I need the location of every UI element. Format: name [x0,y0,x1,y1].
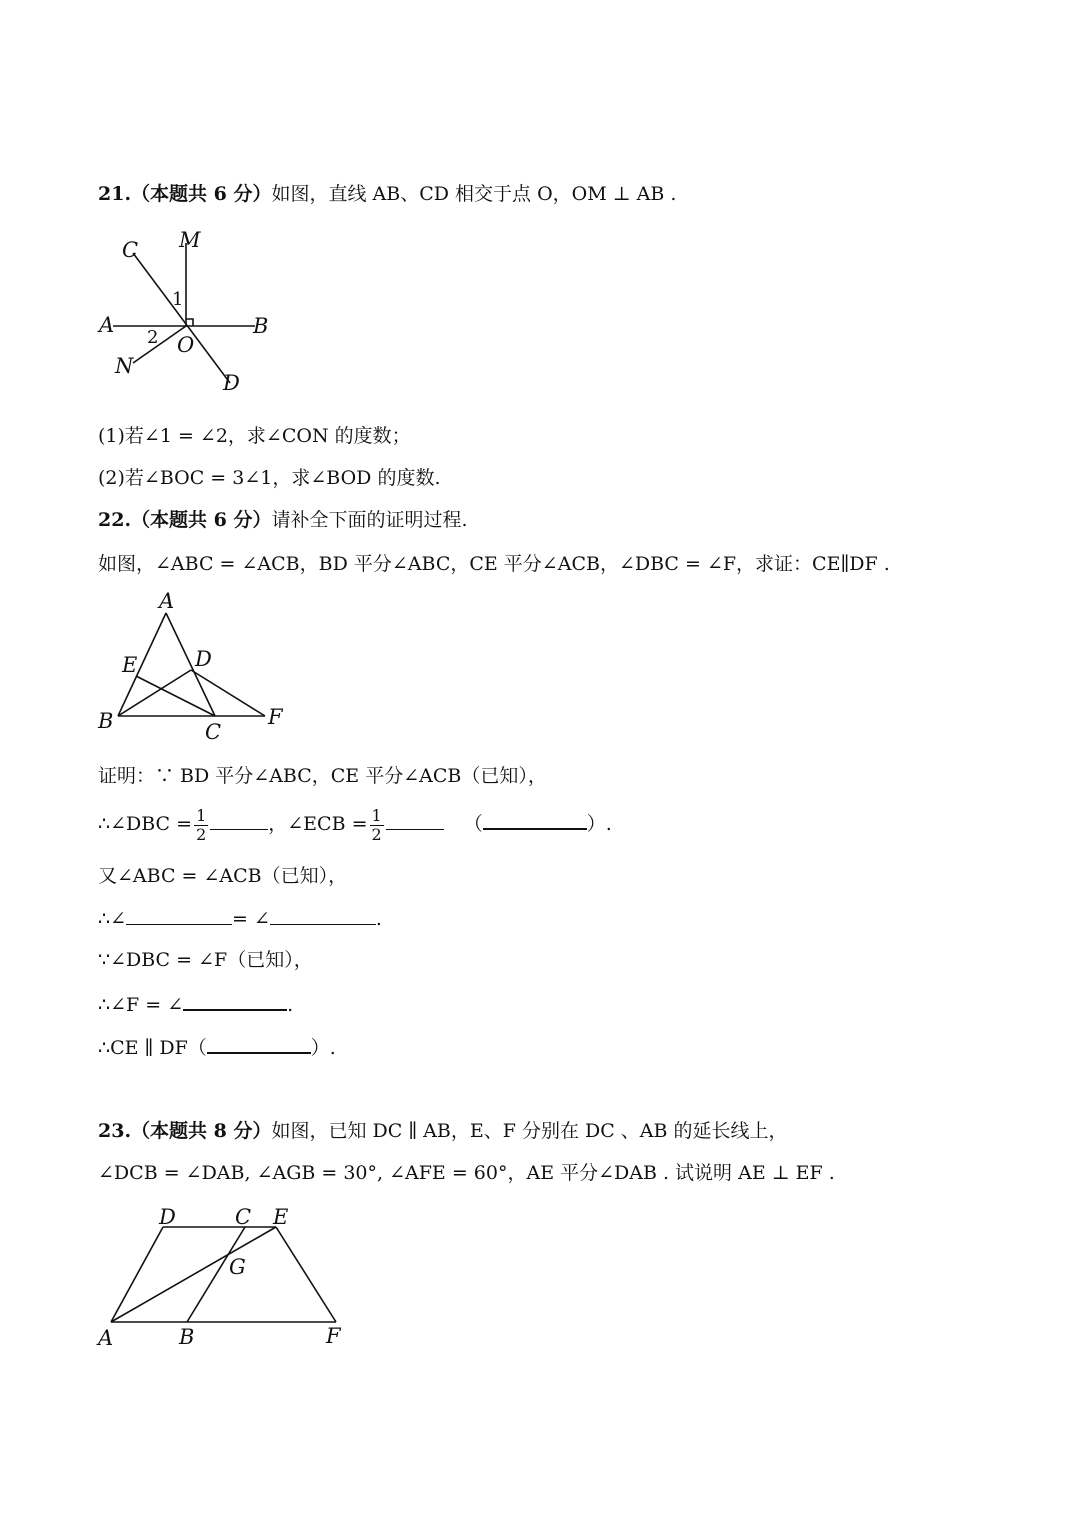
label-A: A [98,1326,114,1350]
label-O: O [177,333,195,357]
proof-line-7 [98,1034,336,1060]
proof-line-3: 又∠ABC = ∠ACB（已知）， [98,865,348,887]
proof-line-2-d: ）. [586,813,612,835]
label-A: A [159,589,175,613]
proof-line-6-a: ∴∠F = ∠ [98,994,184,1016]
proof-line-2-b: ，∠ECB = [268,813,368,835]
blank-reason-1[interactable] [483,810,587,830]
proof-line-7-a: ∴CE ∥ DF（ [98,1037,207,1059]
proof-line-6 [98,991,293,1017]
q21-number: 21.（本题共 6 分） [98,183,272,205]
label-B: B [179,1325,195,1349]
proof-line-1: 证明：∵ BD 平分∠ABC，CE 平分∠ACB（已知）， [98,765,547,787]
frac-numerator: 1 [196,805,207,825]
frac-denominator: 2 [371,824,382,844]
q23-conditions: ∠DCB = ∠DAB, ∠AGB = 30°, ∠AFE = 60°，AE 平分∠DAB . 试说明 AE ⊥ EF . [98,1162,835,1184]
q23-header [98,1119,788,1143]
label-D: D [159,1205,176,1229]
label-B: B [98,709,114,733]
blank-reason-2[interactable] [207,1034,311,1054]
q22-figure [95,590,295,745]
q23-figure [95,1200,355,1355]
label-F: F [268,705,283,729]
blank-dbc[interactable] [210,811,268,830]
frac-denominator: 2 [196,824,207,844]
q22-header [98,508,468,532]
label-B: B [253,314,269,338]
q21-part1: (1)若∠1 = ∠2，求∠CON 的度数； [98,425,411,447]
proof-line-6-b: . [287,994,294,1016]
proof-line-5: ∵∠DBC = ∠F（已知）， [98,949,313,971]
q21-header [98,182,676,206]
q21-intro: 如图，直线 AB、CD 相交于点 O，OM ⊥ AB . [271,183,677,205]
label-C: C [122,238,139,262]
blank-ecb[interactable] [386,811,444,830]
proof-line-7-b: ）. [310,1037,336,1059]
proof-line-2 [98,804,612,844]
label-D: D [195,647,212,671]
line-CD [133,253,230,383]
label-D: D [223,371,240,395]
angle-label-1: 1 [172,289,184,310]
label-N: N [115,354,134,378]
segment-AE [111,1227,276,1322]
fraction-one-half-2 [370,807,384,844]
angle-label-2: 2 [147,327,159,348]
label-C: C [235,1205,252,1229]
label-E: E [273,1205,289,1229]
label-G: G [229,1255,246,1279]
fraction-one-half-1 [194,807,208,844]
label-C: C [205,720,222,744]
proof-line-4 [98,906,382,931]
proof-line-2-c: （ [463,813,483,835]
label-E: E [122,653,138,677]
q21-part2: (2)若∠BOC = 3∠1，求∠BOD 的度数. [98,467,441,489]
q22-statement: 如图，∠ABC = ∠ACB，BD 平分∠ABC，CE 平分∠ACB，∠DBC = ∠F，求证：CE∥DF . [98,553,890,575]
label-M: M [179,228,201,252]
blank-angle-2[interactable] [270,906,376,925]
proof-line-4-a: ∴∠ [98,908,127,930]
q22-number: 22.（本题共 6 分） [98,509,272,531]
label-A: A [99,313,115,337]
proof-line-2-a: ∴∠DBC = [98,813,193,835]
blank-angle-1[interactable] [126,906,232,925]
q21-figure [95,225,295,400]
segment-CE [136,676,215,716]
label-F: F [326,1324,341,1348]
q22-intro: 请补全下面的证明过程. [271,509,468,531]
q23-number: 23.（本题共 8 分） [98,1120,272,1142]
blank-angle-3[interactable] [183,991,287,1011]
q23-intro: 如图，已知 DC ∥ AB，E、F 分别在 DC 、AB 的延长线上， [271,1120,788,1142]
proof-line-4-b: = ∠ [232,908,270,930]
segment-EF [276,1227,336,1322]
frac-numerator: 1 [371,805,382,825]
proof-line-4-c: . [375,908,382,930]
